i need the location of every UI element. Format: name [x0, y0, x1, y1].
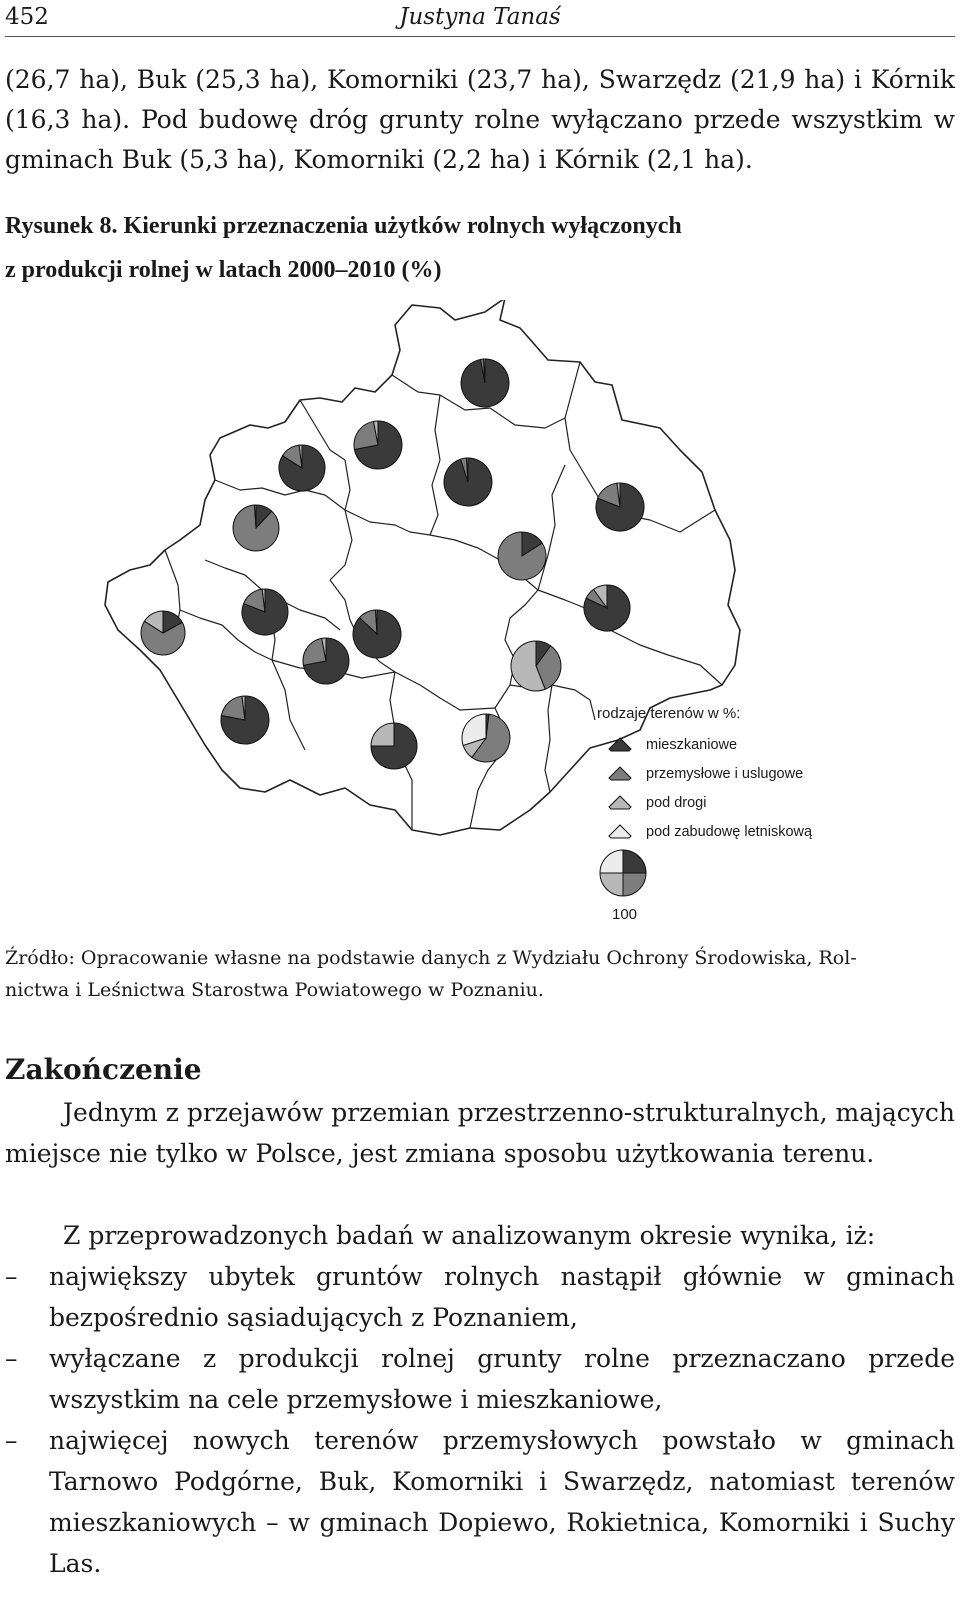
pie-slice-mieszkaniowe [623, 850, 646, 873]
pie-chart [444, 458, 492, 506]
legend-title: rodzaje terenów w %: [597, 705, 741, 722]
scale-pie [600, 850, 646, 896]
gmina-border [345, 510, 430, 535]
pie-chart [371, 723, 417, 769]
pie-chart [141, 611, 185, 655]
list-item [5, 1420, 955, 1584]
section-title: Zakończenie [5, 1053, 202, 1086]
legend [597, 705, 813, 923]
pie-chart [233, 505, 279, 551]
figure-caption-line1 [5, 204, 955, 248]
intro-paragraph: (26,7 ha), Buk (25,3 ha), Komorniki (23,7 ha), Swarzędz (21,9 ha) i Kórnik (16,3 ha). Pod budowę dróg grunty rolne wyłączano przede wszystkim w gminach Buk (5,3 ha), Komorniki (2,2 ha) i Kórnik (2,1 ha). [5, 65, 955, 174]
legend-swatch [609, 825, 631, 838]
running-header [5, 0, 955, 37]
legend-items [609, 737, 813, 840]
legend-swatch [609, 767, 631, 780]
pie-slice-przemyslowe [623, 873, 646, 896]
pie-chart [221, 696, 269, 744]
legend-label: pod drogi [646, 795, 707, 811]
gmina-border [545, 685, 552, 792]
conclusion-list [5, 1256, 955, 1584]
gmina-border [538, 465, 565, 590]
gmina-border [430, 395, 440, 535]
pie-chart [498, 532, 546, 580]
pie-slice-drogi [371, 723, 394, 746]
running-author: Justyna Tanaś [399, 4, 561, 30]
pie-slice-drogi [600, 873, 623, 896]
pie-chart [353, 610, 401, 658]
scale-pie-chart [600, 850, 646, 896]
legend-swatch [609, 796, 631, 809]
gmina-border [510, 685, 595, 720]
pie-chart [303, 638, 349, 684]
pie-chart [584, 585, 630, 631]
pie-chart [511, 641, 561, 691]
map-figure [0, 300, 960, 940]
list-item-text: największy ubytek gruntów rolnych nastąpił głównie w gminach bezpośrednio sąsiadujących z Poznaniem, [49, 1262, 955, 1332]
source-line2: nictwa i Leśnictwa Starostwa Powiatowego w Poznaniu. [5, 979, 544, 1001]
conclusion-paragraph-2: Z przeprowadzonych badań w analizowanym okresie wynika, iż: [63, 1221, 876, 1250]
legend-swatch [609, 738, 631, 751]
list-item-text: najwięcej nowych terenów przemysłowych powstało w gminach Tarnowo Podgórne, Buk, Komorniki i Swarzędz, natomiast terenów mieszkaniowych – w gminach Dopiewo, Rokietnica, Komorniki i Suchy Las. [49, 1426, 955, 1578]
conclusion-paragraph-1: Jednym z przejawów przemian przestrzenno-strukturalnych, mających miejsce nie tylko w Polsce, jest zmiana sposobu użytkowania terenu. [5, 1098, 955, 1168]
pie-chart [354, 421, 402, 469]
list-item [5, 1338, 955, 1420]
list-item-text: wyłączane z produkcji rolnej grunty rolne przeznaczano przede wszystkim na cele przemysłowe i mieszkaniowe, [49, 1344, 955, 1414]
figure-caption-line2: z produkcji rolnej w latach 2000–2010 (%) [5, 257, 442, 283]
pie-chart [461, 359, 509, 407]
list-dash: – [5, 1344, 18, 1373]
source-line1: Źródło: Opracowanie własne na podstawie danych z Wydziału Ochrony Środowiska, Rol- [5, 947, 857, 969]
list-dash: – [5, 1426, 18, 1455]
list-item [5, 1256, 955, 1338]
pie-chart [279, 445, 325, 491]
list-dash: – [5, 1262, 18, 1291]
pie-chart [242, 589, 288, 635]
pie-slice-letniskowa [600, 850, 623, 873]
page-number: 452 [5, 4, 49, 30]
figure-label: Rysunek 8. [5, 213, 118, 239]
source-note [5, 942, 955, 1006]
scale-value: 100 [612, 906, 638, 923]
figure-caption [5, 204, 955, 292]
legend-label: pod zabudowę letniskową [646, 824, 813, 840]
pie-chart [596, 483, 644, 531]
legend-label: mieszkaniowe [646, 737, 738, 753]
legend-label: przemysłowe i uslugowe [646, 766, 804, 782]
powiat-border [105, 300, 740, 835]
pie-slice-przemyslowe [221, 696, 245, 720]
pie-chart [462, 714, 510, 762]
gmina-border [395, 672, 495, 710]
gmina-border [330, 460, 352, 580]
gmina-border [215, 480, 345, 510]
district-outline [105, 300, 740, 835]
figure-caption-text1: Kierunki przeznaczenia użytków rolnych wyłączonych [123, 213, 682, 239]
